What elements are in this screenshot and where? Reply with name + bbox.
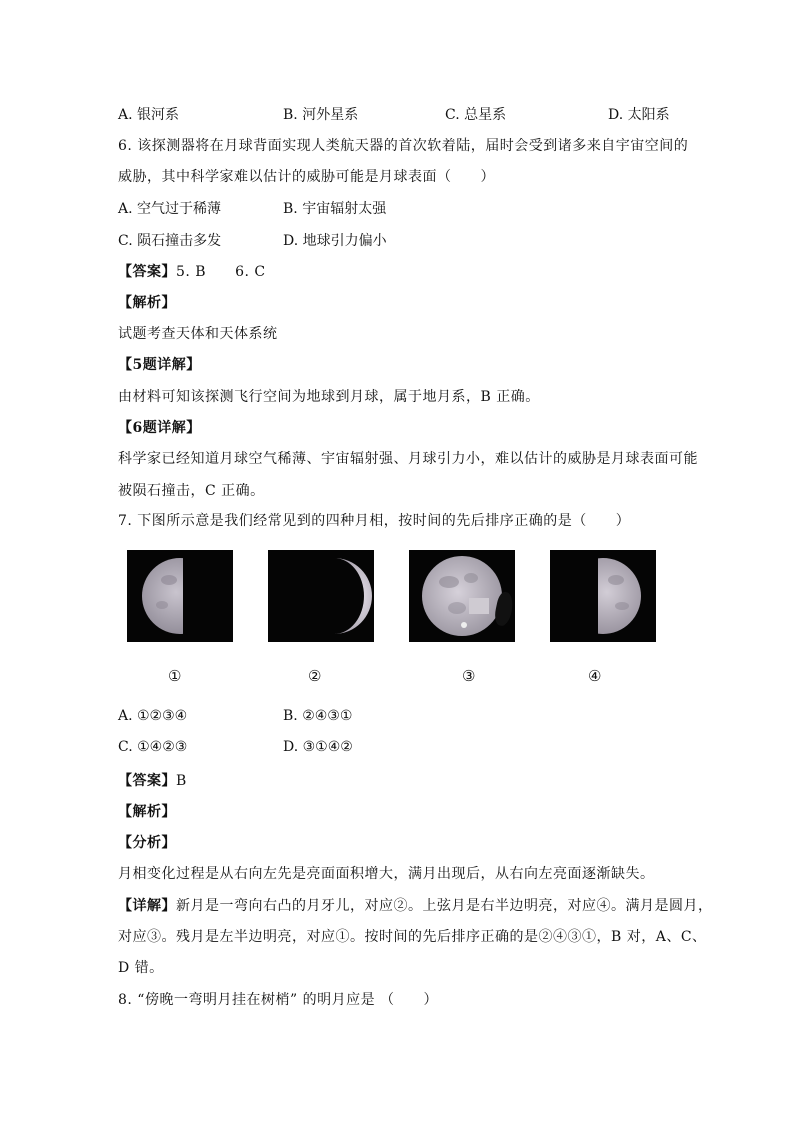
xiangjie-text1: 新月是一弯向右凸的月牙儿，对应②。上弦月是右半边明亮，对应④。满月是圆月， <box>176 898 713 914</box>
q6-option-d: D. 地球引力偏小 <box>283 233 387 249</box>
q5-option-d: D. 太阳系 <box>608 107 670 123</box>
moon-caption-1: ① <box>168 667 182 685</box>
detail5-text: 由材料可知该探测飞行空间为地球到月球，属于地月系，B 正确。 <box>118 389 540 405</box>
detail6-line1: 科学家已经知道月球空气稀薄、宇宙辐射强、月球引力小，难以估计的威胁是月球表面可能 <box>118 451 698 467</box>
q7-option-b: B. ②④③① <box>283 708 353 724</box>
q7-option-c: C. ①④②③ <box>118 739 188 755</box>
fenxi-label: 【分析】 <box>118 835 176 851</box>
q8-stem: 8. “傍晚一弯明月挂在树梢” 的明月应是 （ ） <box>118 992 439 1008</box>
xiangjie-line2: 对应③。残月是左半边明亮，对应①。按时间的先后排序正确的是②④③①，B 对，A、C、 <box>118 929 707 945</box>
q7-options-row2 <box>0 739 794 759</box>
q5-option-c: C. 总星系 <box>445 107 507 123</box>
moon-phase-4-image <box>550 550 656 642</box>
q6-option-c: C. 陨石撞击多发 <box>118 233 222 249</box>
q5-option-a: A. 银河系 <box>118 107 180 123</box>
detail6-line2: 被陨石撞击，C 正确。 <box>118 483 265 499</box>
q6-options-row1 <box>0 198 794 218</box>
q6-stem-line2: 威胁，其中科学家难以估计的威胁可能是月球表面（ ） <box>118 169 495 185</box>
q7-options-row1 <box>0 708 794 728</box>
analysis-label: 【解析】 <box>118 295 176 311</box>
q7-option-d: D. ③①④② <box>283 739 353 755</box>
xiangjie-line3: D 错。 <box>118 960 164 976</box>
answer-56 <box>118 261 266 281</box>
detail5-label: 【5题详解】 <box>118 357 201 373</box>
moon-phase-2-image <box>268 550 374 642</box>
answer7-label: 【答案】 <box>118 773 176 789</box>
q6-option-b: B. 宇宙辐射太强 <box>283 201 387 217</box>
xiangjie-line1 <box>118 895 713 915</box>
q6-option-a: A. 空气过于稀薄 <box>118 201 222 217</box>
q5-option-b: B. 河外星系 <box>283 107 359 123</box>
fenxi-text: 月相变化过程是从右向左先是亮面面积增大，满月出现后，从右向左亮面逐渐缺失。 <box>118 866 655 882</box>
analysis7-label: 【解析】 <box>118 804 176 820</box>
q6-options-row2 <box>0 230 794 250</box>
answer-label: 【答案】 <box>118 264 176 280</box>
answer7-text: B <box>176 773 187 789</box>
answer-text: 5. B 6. C <box>176 264 266 280</box>
q7-option-a: A. ①②③④ <box>118 708 188 724</box>
moon-caption-2: ② <box>308 667 322 685</box>
xiangjie-label: 【详解】 <box>118 898 176 914</box>
moon-caption-4: ④ <box>588 667 602 685</box>
moon-phase-1-image <box>127 550 233 642</box>
answer-7 <box>118 770 187 790</box>
analysis-text: 试题考查天体和天体系统 <box>118 326 278 342</box>
moon-caption-3: ③ <box>462 667 476 685</box>
q7-stem: 7. 下图所示意是我们经常见到的四种月相，按时间的先后排序正确的是（ ） <box>118 513 631 529</box>
detail6-label: 【6题详解】 <box>118 420 201 436</box>
q5-options <box>0 104 794 124</box>
q6-stem-line1: 6. 该探测器将在月球背面实现人类航天器的首次软着陆，届时会受到诸多来自宇宙空间的 <box>118 138 689 154</box>
